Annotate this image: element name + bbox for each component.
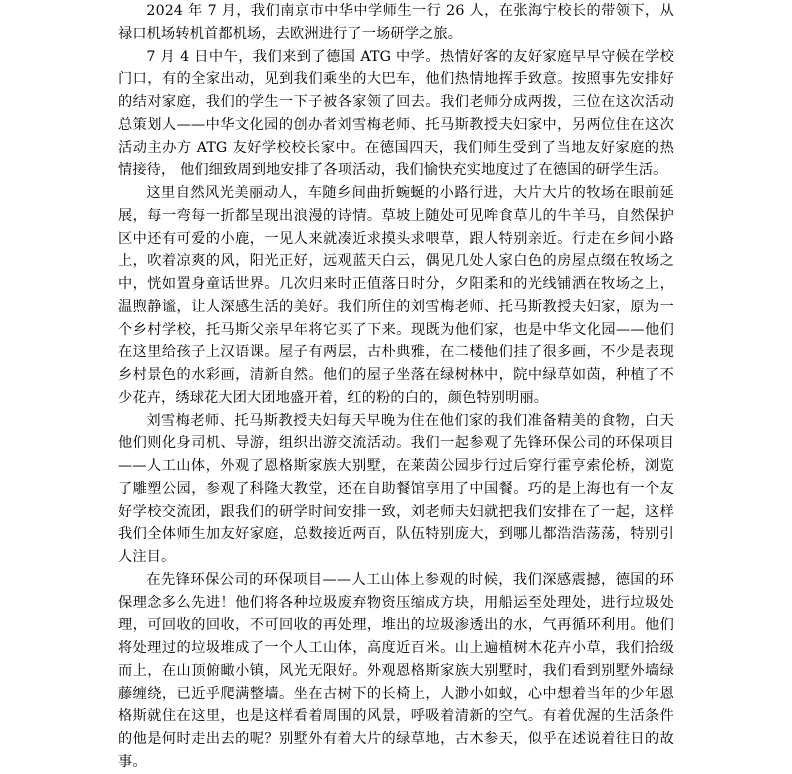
paragraph-intro: 2024 年 7 月，我们南京市中华中学师生一行 26 人，在张海宁校长的带领下，从禄口机场转机首都机场，去欧洲进行了一场研学之旅。 — [118, 3, 674, 42]
paragraph-scenery: 这里自然风光美丽动人，车随乡间曲折蜿蜒的小路行进，大片大片的牧场在眼前延展，每一弯每一折都呈现出浪漫的诗情。草坡上随处可见哞食草儿的牛羊马，自然保护区中还有可爱的小鹿，一见人来就凑近求摸头求喂草，跟人特别亲近。行走在乡间小路上，吹着凉爽的风，阳光正好，远观蓝天白云，偶见几处人家白色的房屋点缀在牧场之中，恍如置身童话世界。几次归来时正值落日时分，夕阳柔和的光线铺洒在牧场之上，温煦静谧，让人深感生活的美好。我们所住的刘雪梅老师、托马斯教授夫妇家，原为一个乡村学校，托马斯父亲早年将它买了下来。现既为他们家，也是中华文化园——他们在这里给孩子上汉语课。屋子有两层，古朴典雅，在二楼他们挂了很多画，不少是表现乡村景色的水彩画，清新自然。他们的屋子坐落在绿树林中，院中绿草如茵，种植了不少花卉，绣球花大团大团地盛开着，红的粉的白的，颜色特别明丽。 — [118, 185, 674, 406]
document-body — [118, 0, 674, 774]
paragraph-environment: 在先锋环保公司的环保项目——人工山体上参观的时候，我们深感震撼，德国的环保理念多么先进！他们将各种垃圾废弃物资压缩成方块，用船运至处理处，进行垃圾处理，可回收的回收，不可回收的再处理，堆出的垃圾渗透出的水，气再循环利用。他们将处理过的垃圾堆成了一个人工山体，高度近百米。山上遍植树木花卉小草，我们拾级而上，在山顶俯瞰小镇，风光无限好。外观恩格斯家族大别墅时，我们看到别墅外墙绿藤缠绕，已近乎爬满整墙。坐在古树下的长椅上，人渺小如蚁，心中想着当年的少年恩格斯就住在这里，也是这样看着周围的风景，呼吸着清新的空气。有着优渥的生活条件的他是何时走出去的呢？别墅外有着大片的绿草地，古木参天，似乎在述说着往日的故事。 — [118, 571, 674, 770]
paragraph-activities: 刘雪梅老师、托马斯教授夫妇每天早晚为住在他们家的我们准备精美的食物，白天他们则化身司机、导游，组织出游交流活动。我们一起参观了先锋环保公司的环保项目——人工山体，外观了恩格斯家族大别墅，在莱茵公园步行过后穿行霍亨索伦桥，浏览了雕塑公园，参观了科隆大教堂，还在自助餐馆享用了中国餐。巧的是上海也有一个友好学校交流团，跟我们的研学时间安排一致，刘老师夫妇就把我们安排在了一起，这样我们全体师生加友好家庭，总数接近两百，队伍特别庞大，到哪儿都浩浩荡荡，特别引人注目。 — [118, 412, 674, 565]
paragraph-arrival: 7 月 4 日中午，我们来到了德国 ATG 中学。热情好客的友好家庭早早守候在学校门口，有的全家出动，见到我们乘坐的大巴车，他们热情地挥手致意。按照事先安排好的结对家庭，我们的学生一下子被各家领了回去。我们老师分成两拨，三位在这次活动总策划人——中华文化园的创办者刘雪梅老师、托马斯教授夫妇家中，另两位住在这次活动主办方 ATG 友好学校校长家中。在德国四天，我们师生受到了当地友好家庭的热情接待， 他们细致周到地安排了各项活动，我们愉快充实地度过了在德国的研学生活。 — [118, 48, 674, 179]
